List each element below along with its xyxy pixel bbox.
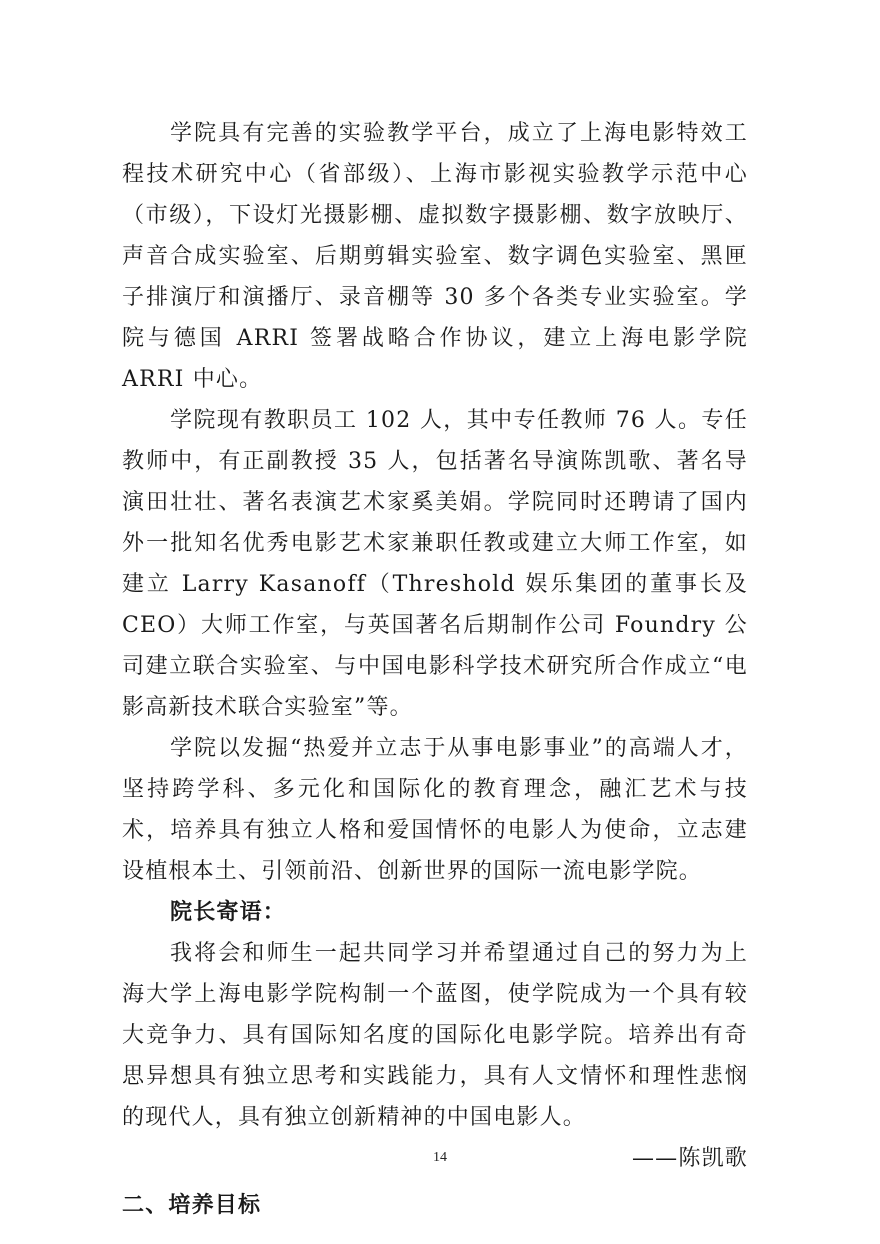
paragraph-facilities: 学院具有完善的实验教学平台，成立了上海电影特效工程技术研究中心（省部级）、上海市影视实验教学示范中心（市级），下设灯光摄影棚、虚拟数字摄影棚、数字放映厅、声音合成实验室、后期剪辑实验室、数字调色实验室、黑匣子排演厅和演播厅、录音棚等 30 多个各类专业实验室。学院与德国 ARRI 签署战略合作协议，建立上海电影学院 ARRI 中心。 <box>122 121 748 392</box>
signature: ——陈凯歌 <box>631 1146 748 1171</box>
dean-message-heading: 院长寄语： <box>170 899 287 925</box>
dean-message: 我将会和师生一起共同学习并希望通过自己的努力为上海大学上海电影学院构制一个蓝图，使学院成为一个具有较大竞争力、具有国际知名度的国际化电影学院。培养出有奇思异想具有独立思考和实践能力，具有人文情怀和理性悲悯的现代人，具有独立创新精神的中国电影人。 <box>122 941 748 1130</box>
paragraph-faculty: 学院现有教职员工 102 人，其中专任教师 76 人。专任教师中，有正副教授 35 人，包括著名导演陈凯歌、著名导演田壮壮、著名表演艺术家奚美娟。学院同时还聘请了国内外一批知名优秀电影艺术家兼职任教或建立大师工作室，如建立 Larry Kasanoff（Threshold 娱乐集团的董事长及 CEO）大师工作室，与英国著名后期制作公司 Foundry 公司建立联合实验室、与中国电影科学技术研究所合作成立“电影高新技术联合实验室”等。 <box>122 408 748 720</box>
document-body <box>122 113 748 1226</box>
page-number: 14 <box>433 1150 447 1165</box>
section-heading: 二、培养目标 <box>122 1192 262 1218</box>
paragraph-mission: 学院以发掘“热爱并立志于从事电影事业”的高端人才，坚持跨学科、多元化和国际化的教育理念，融汇艺术与技术，培养具有独立人格和爱国情怀的电影人为使命，立志建设植根本土、引领前沿、创新世界的国际一流电影学院。 <box>122 736 748 884</box>
